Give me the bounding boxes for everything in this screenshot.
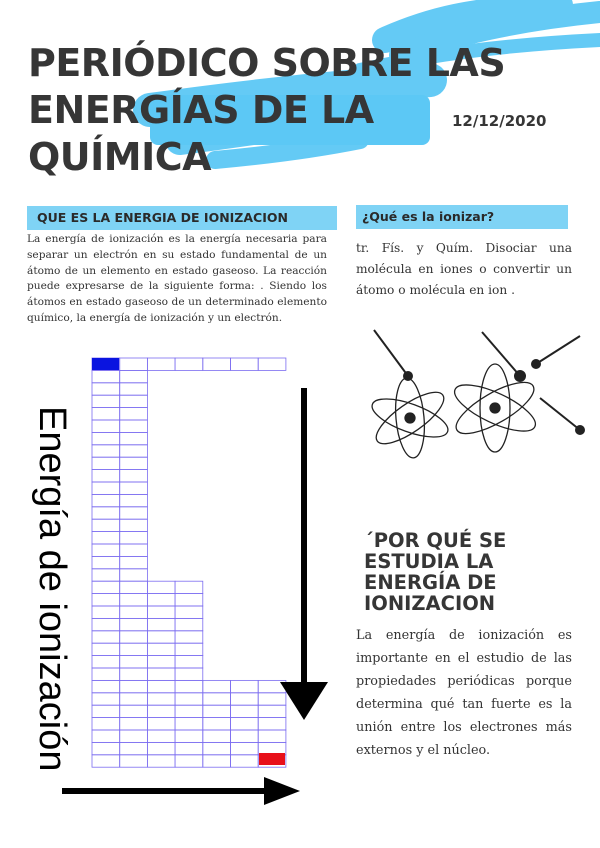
left-section-heading-bar bbox=[27, 206, 337, 230]
why-section-title bbox=[364, 530, 564, 614]
why-title-line-4: IONIZACION bbox=[364, 592, 496, 615]
right-arrow-icon bbox=[62, 777, 300, 805]
why-section-body: La energía de ionización es importante en el estudio de las propiedades periódicas porque determina qué tan fuerte es la unión entre los electrones más externos y el núcleo. bbox=[356, 628, 572, 758]
title-line-1: PERIÓDICO SOBRE LAS bbox=[28, 41, 506, 85]
title-line-2: ENERGÍAS DE LA bbox=[28, 88, 374, 132]
left-section-body: La energía de ionización es la energía necesaria para separar un electrón en su estado fundamental de un átomo de un elemento en estado gaseoso. La reacción puede expresarse de la siguiente forma: . Siendo los átomos en estado gaseoso de un determinado elemento químico, la energía de ionización y un electrón. bbox=[27, 233, 327, 324]
right-section-heading-bar bbox=[356, 205, 568, 229]
down-arrow-icon bbox=[280, 388, 328, 720]
page-title bbox=[28, 40, 505, 181]
periodic-table-grid bbox=[92, 358, 286, 767]
title-line-3: QUÍMICA bbox=[28, 135, 212, 179]
atom-icon bbox=[368, 377, 453, 459]
why-title-line-1: ´POR QUÉ SE bbox=[364, 529, 507, 552]
axis-label: Energía de ionización bbox=[31, 406, 73, 772]
left-section-heading: QUE ES LA ENERGIA DE IONIZACION bbox=[37, 210, 288, 225]
ionization-trend-figure bbox=[0, 350, 340, 820]
lowest-energy-cell bbox=[259, 753, 285, 765]
atom-icon bbox=[449, 364, 541, 452]
highest-energy-cell bbox=[92, 358, 119, 370]
right-section-heading: ¿Qué es la ionizar? bbox=[362, 209, 495, 224]
why-title-line-3: ENERGÍA DE bbox=[364, 571, 497, 594]
right-section-body: tr. Fís. y Quím. Disociar una molécula en iones o convertir un átomo o molécula en ion . bbox=[356, 241, 572, 297]
date: 12/12/2020 bbox=[452, 112, 547, 130]
atom-illustration bbox=[360, 318, 590, 478]
why-title-line-2: ESTUDIA LA bbox=[364, 550, 494, 573]
